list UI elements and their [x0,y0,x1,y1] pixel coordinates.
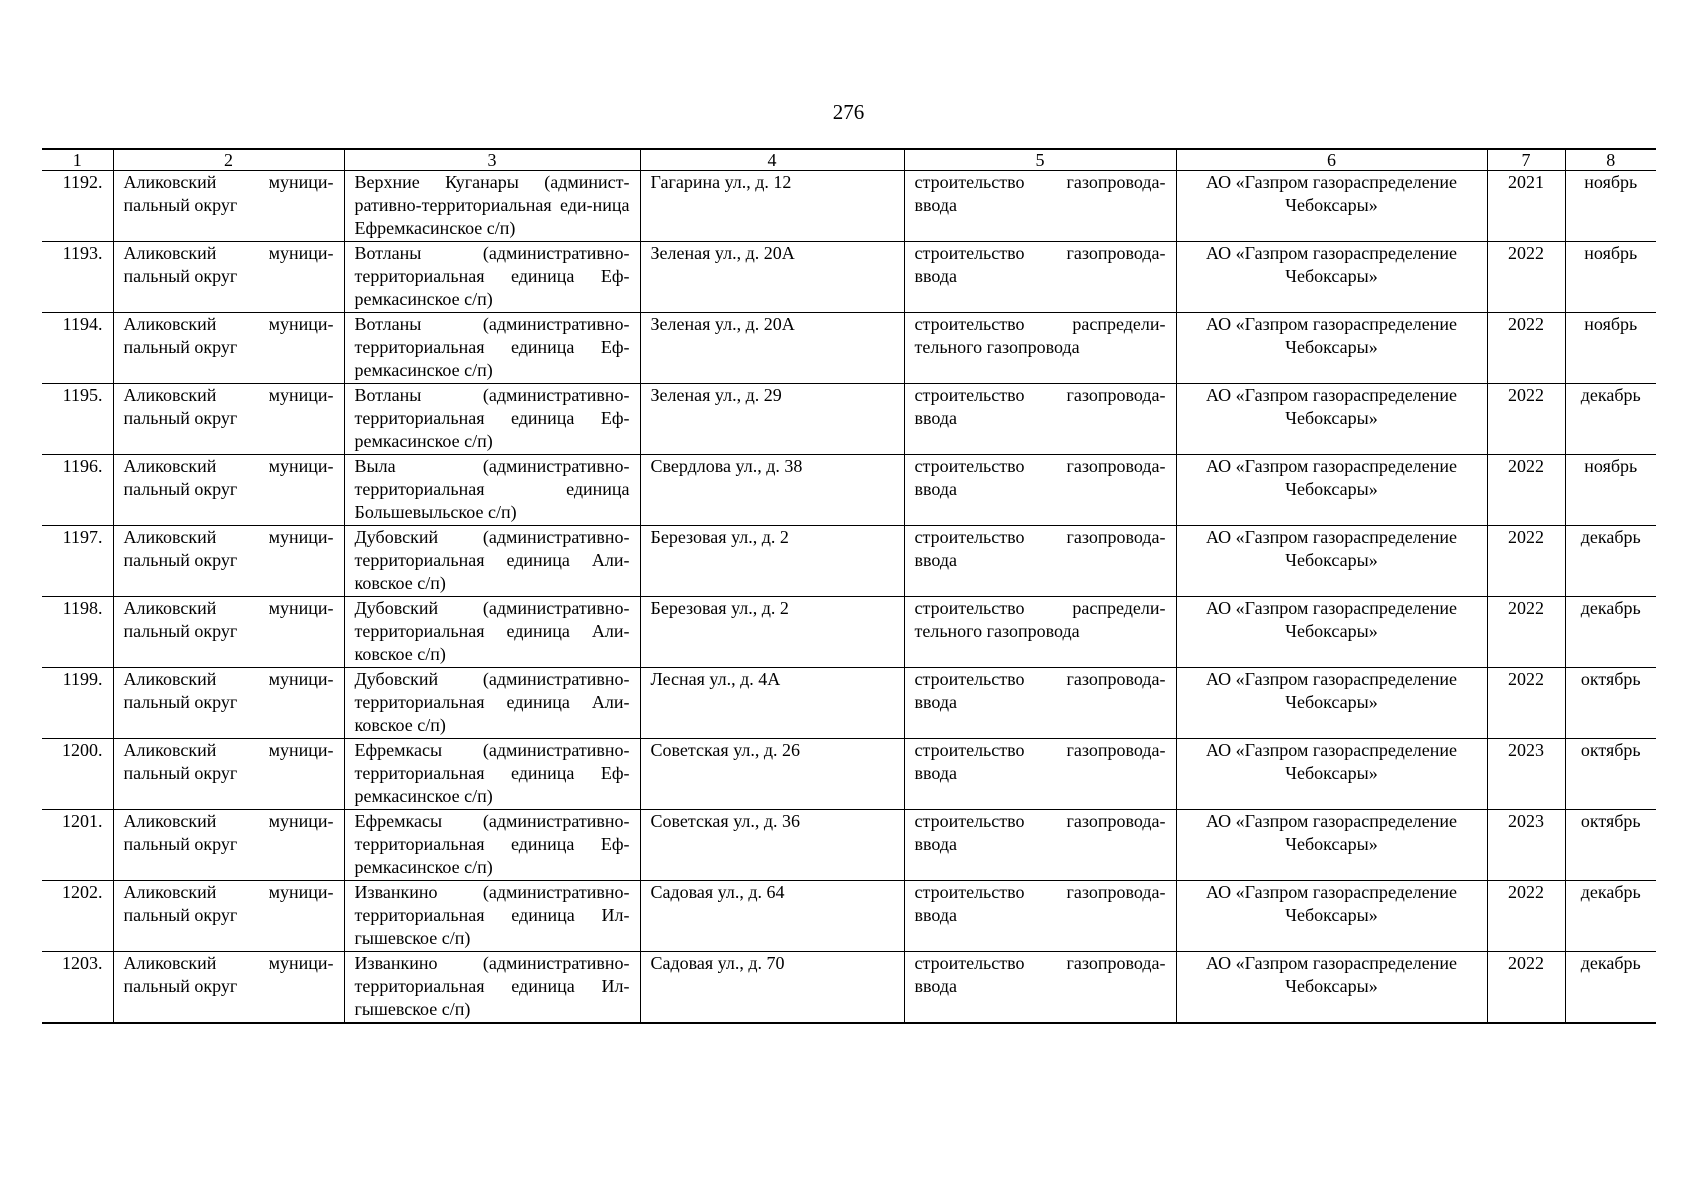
district-cell: Аликовский муници-пальный округ [113,739,344,810]
organization-cell: АО «Газпром газораспределение Чебоксары» [1176,455,1487,526]
district-cell: Аликовский муници-пальный округ [113,810,344,881]
district-cell: Аликовский муници-пальный округ [113,881,344,952]
district-cell: Аликовский муници-пальный округ [113,952,344,1023]
table-row [42,597,1656,668]
column-header: 4 [640,149,904,171]
work-type-cell: строительство распредели-тельного газопровода [904,597,1176,668]
year-cell: 2022 [1487,384,1565,455]
settlement-cell: Ефремкасы (административно-территориальная единица Еф-ремкасинское с/п) [344,810,640,881]
month-cell: ноябрь [1565,171,1656,242]
organization-cell: АО «Газпром газораспределение Чебоксары» [1176,313,1487,384]
district-cell: Аликовский муници-пальный округ [113,455,344,526]
row-number: 1198. [42,597,113,668]
row-number: 1199. [42,668,113,739]
month-cell: октябрь [1565,668,1656,739]
table-row [42,881,1656,952]
year-cell: 2022 [1487,313,1565,384]
row-number: 1192. [42,171,113,242]
month-cell: декабрь [1565,526,1656,597]
year-cell: 2022 [1487,242,1565,313]
address-cell: Зеленая ул., д. 29 [640,384,904,455]
district-cell: Аликовский муници-пальный округ [113,597,344,668]
table-row [42,952,1656,1023]
table-row [42,384,1656,455]
settlement-cell: Изванкино (административно-территориальная единица Ил-гышевское с/п) [344,952,640,1023]
year-cell: 2022 [1487,455,1565,526]
row-number: 1196. [42,455,113,526]
work-type-cell: строительство распредели-тельного газопровода [904,313,1176,384]
month-cell: октябрь [1565,739,1656,810]
month-cell: декабрь [1565,597,1656,668]
work-type-cell: строительство газопровода-ввода [904,526,1176,597]
column-header: 1 [42,149,113,171]
page-number: 276 [832,100,865,124]
address-cell: Зеленая ул., д. 20А [640,313,904,384]
organization-cell: АО «Газпром газораспределение Чебоксары» [1176,739,1487,810]
table-row [42,171,1656,242]
row-number: 1194. [42,313,113,384]
district-cell: Аликовский муници-пальный округ [113,171,344,242]
address-cell: Березовая ул., д. 2 [640,597,904,668]
row-number: 1197. [42,526,113,597]
organization-cell: АО «Газпром газораспределение Чебоксары» [1176,952,1487,1023]
column-header: 2 [113,149,344,171]
organization-cell: АО «Газпром газораспределение Чебоксары» [1176,881,1487,952]
work-type-cell: строительство газопровода-ввода [904,455,1176,526]
settlement-cell: Вотланы (административно-территориальная единица Еф-ремкасинское с/п) [344,242,640,313]
work-type-cell: строительство газопровода-ввода [904,171,1176,242]
settlement-cell: Ефремкасы (административно-территориальная единица Еф-ремкасинское с/п) [344,739,640,810]
row-number: 1203. [42,952,113,1023]
column-header: 3 [344,149,640,171]
work-type-cell: строительство газопровода-ввода [904,668,1176,739]
address-cell: Садовая ул., д. 64 [640,881,904,952]
row-number: 1202. [42,881,113,952]
work-type-cell: строительство газопровода-ввода [904,952,1176,1023]
table-row [42,313,1656,384]
organization-cell: АО «Газпром газораспределение Чебоксары» [1176,597,1487,668]
year-cell: 2022 [1487,952,1565,1023]
month-cell: декабрь [1565,881,1656,952]
work-type-cell: строительство газопровода-ввода [904,810,1176,881]
row-number: 1193. [42,242,113,313]
year-cell: 2022 [1487,668,1565,739]
organization-cell: АО «Газпром газораспределение Чебоксары» [1176,384,1487,455]
table-body [42,171,1656,1023]
month-cell: декабрь [1565,384,1656,455]
table-row [42,668,1656,739]
organization-cell: АО «Газпром газораспределение Чебоксары» [1176,242,1487,313]
column-header: 5 [904,149,1176,171]
settlement-cell: Выла (административно-территориальная единица Большевыльское с/п) [344,455,640,526]
address-cell: Советская ул., д. 36 [640,810,904,881]
year-cell: 2023 [1487,810,1565,881]
district-cell: Аликовский муници-пальный округ [113,526,344,597]
settlement-cell: Дубовский (административно-территориальная единица Али-ковское с/п) [344,526,640,597]
month-cell: ноябрь [1565,242,1656,313]
work-type-cell: строительство газопровода-ввода [904,881,1176,952]
address-cell: Лесная ул., д. 4А [640,668,904,739]
settlement-cell: Вотланы (административно-территориальная единица Еф-ремкасинское с/п) [344,384,640,455]
year-cell: 2022 [1487,526,1565,597]
organization-cell: АО «Газпром газораспределение Чебоксары» [1176,526,1487,597]
table-row [42,810,1656,881]
year-cell: 2022 [1487,881,1565,952]
work-type-cell: строительство газопровода-ввода [904,739,1176,810]
column-header: 6 [1176,149,1487,171]
month-cell: октябрь [1565,810,1656,881]
year-cell: 2022 [1487,597,1565,668]
organization-cell: АО «Газпром газораспределение Чебоксары» [1176,810,1487,881]
year-cell: 2021 [1487,171,1565,242]
settlement-cell: Дубовский (административно-территориальная единица Али-ковское с/п) [344,668,640,739]
settlement-cell: Верхние Куганары (админист-ративно-территориальная еди-ница Ефремкасинское с/п) [344,171,640,242]
address-cell: Советская ул., д. 26 [640,739,904,810]
year-cell: 2023 [1487,739,1565,810]
organization-cell: АО «Газпром газораспределение Чебоксары» [1176,171,1487,242]
address-cell: Свердлова ул., д. 38 [640,455,904,526]
table-row [42,242,1656,313]
gas-pipeline-table [42,148,1656,1024]
month-cell: декабрь [1565,952,1656,1023]
district-cell: Аликовский муници-пальный округ [113,668,344,739]
row-number: 1201. [42,810,113,881]
district-cell: Аликовский муници-пальный округ [113,384,344,455]
district-cell: Аликовский муници-пальный округ [113,242,344,313]
organization-cell: АО «Газпром газораспределение Чебоксары» [1176,668,1487,739]
month-cell: ноябрь [1565,313,1656,384]
column-header: 8 [1565,149,1656,171]
work-type-cell: строительство газопровода-ввода [904,242,1176,313]
settlement-cell: Вотланы (административно-территориальная единица Еф-ремкасинское с/п) [344,313,640,384]
settlement-cell: Изванкино (административно-территориальная единица Ил-гышевское с/п) [344,881,640,952]
district-cell: Аликовский муници-пальный округ [113,313,344,384]
settlement-cell: Дубовский (административно-территориальная единица Али-ковское с/п) [344,597,640,668]
address-cell: Садовая ул., д. 70 [640,952,904,1023]
address-cell: Гагарина ул., д. 12 [640,171,904,242]
table-row [42,739,1656,810]
column-number-row [42,149,1656,171]
row-number: 1200. [42,739,113,810]
month-cell: ноябрь [1565,455,1656,526]
row-number: 1195. [42,384,113,455]
table-row [42,526,1656,597]
work-type-cell: строительство газопровода-ввода [904,384,1176,455]
address-cell: Березовая ул., д. 2 [640,526,904,597]
table-row [42,455,1656,526]
column-header: 7 [1487,149,1565,171]
address-cell: Зеленая ул., д. 20А [640,242,904,313]
